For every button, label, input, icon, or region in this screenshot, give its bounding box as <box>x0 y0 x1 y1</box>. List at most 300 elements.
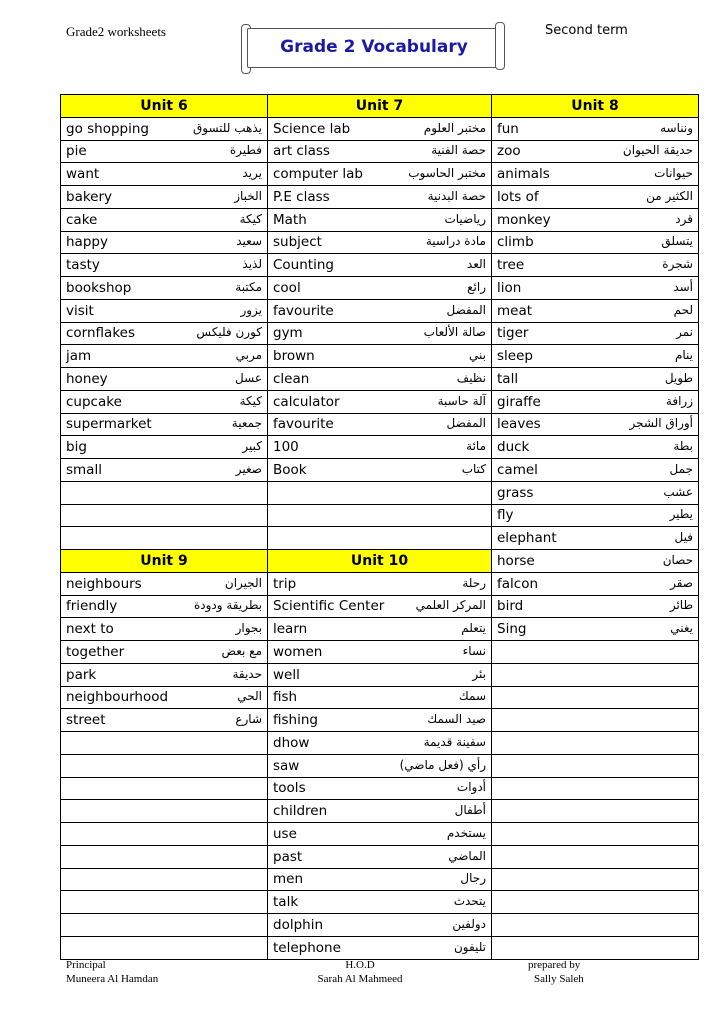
vocab-cell <box>492 663 699 686</box>
arabic-translation: نمر <box>676 325 693 340</box>
vocab-cell <box>492 117 699 140</box>
english-word: camel <box>497 461 538 478</box>
arabic-translation: سمك <box>458 689 486 704</box>
arabic-translation: بطة <box>673 439 693 454</box>
english-word: bakery <box>66 188 113 205</box>
table-row <box>61 800 699 823</box>
unit-header: Unit 8 <box>492 95 699 118</box>
vocab-cell <box>61 845 268 868</box>
arabic-translation: يستخدم <box>446 825 486 840</box>
vocab-cell <box>268 368 492 391</box>
english-word: Scientific Center <box>273 598 385 615</box>
english-word: tall <box>497 370 519 387</box>
table-row <box>61 390 699 413</box>
table-row <box>61 823 699 846</box>
arabic-translation: أوراق الشجر <box>629 416 693 431</box>
arabic-translation: أسد <box>673 279 693 294</box>
arabic-translation: الخباز <box>234 188 262 203</box>
vocab-cell <box>61 277 268 300</box>
english-word: small <box>66 461 102 478</box>
vocab-cell <box>492 368 699 391</box>
table-row <box>61 322 699 345</box>
arabic-translation: ينام <box>674 348 693 363</box>
english-word: Counting <box>273 257 334 274</box>
table-row <box>61 686 699 709</box>
table-row <box>61 208 699 231</box>
vocab-cell <box>268 254 492 277</box>
arabic-translation: فطيرة <box>229 143 262 158</box>
arabic-translation: يتسلق <box>661 234 693 249</box>
english-word: neighbours <box>66 575 142 592</box>
vocab-cell <box>492 550 699 573</box>
arabic-translation: حصان <box>662 552 693 567</box>
arabic-translation: المركز العلمي <box>415 598 486 613</box>
english-word: want <box>66 166 100 183</box>
english-word: monkey <box>497 211 551 228</box>
vocab-cell <box>61 459 268 482</box>
table-row <box>61 117 699 140</box>
table-header-row <box>61 550 699 573</box>
unit-header: Unit 9 <box>61 550 268 573</box>
vocab-cell <box>268 686 492 709</box>
arabic-translation: الجيران <box>224 575 262 590</box>
vocab-cell <box>268 322 492 345</box>
arabic-translation: يزور <box>240 302 262 317</box>
vocab-cell <box>492 322 699 345</box>
arabic-translation: حديقة <box>232 666 262 681</box>
table-row <box>61 413 699 436</box>
table-row <box>61 868 699 891</box>
english-word: dolphin <box>273 916 324 933</box>
english-word: jam <box>66 348 92 365</box>
arabic-translation: بجوار <box>235 621 262 636</box>
arabic-translation: يريد <box>242 166 262 181</box>
vocab-cell <box>492 140 699 163</box>
english-word: men <box>273 871 304 888</box>
vocab-cell <box>268 936 492 959</box>
english-word: tasty <box>66 257 100 274</box>
english-word: past <box>273 848 303 865</box>
english-word: fishing <box>273 712 318 729</box>
arabic-translation: طائر <box>669 598 693 613</box>
arabic-translation: مختبر الحاسوب <box>408 166 486 181</box>
arabic-translation: أدوات <box>456 780 486 795</box>
vocab-cell <box>492 277 699 300</box>
english-word: fun <box>497 120 519 137</box>
arabic-translation: جمعية <box>231 416 262 431</box>
arabic-translation: يذهب للتسوق <box>192 120 262 135</box>
english-word: pie <box>66 143 87 160</box>
arabic-translation: مكتبة <box>235 279 262 294</box>
arabic-translation: نساء <box>462 643 486 658</box>
vocab-cell <box>61 322 268 345</box>
arabic-translation: عسل <box>235 370 262 385</box>
table-row <box>61 709 699 732</box>
vocab-cell <box>492 936 699 959</box>
vocab-cell <box>492 299 699 322</box>
arabic-translation: بني <box>469 348 486 363</box>
vocab-cell <box>61 572 268 595</box>
english-word: honey <box>66 370 108 387</box>
english-word: cake <box>66 211 98 228</box>
vocab-cell <box>61 481 268 504</box>
vocab-cell <box>268 845 492 868</box>
vocab-cell <box>61 186 268 209</box>
table-row <box>61 163 699 186</box>
table-row <box>61 436 699 459</box>
vocab-cell <box>268 595 492 618</box>
english-word: favourite <box>273 416 334 433</box>
english-word: well <box>273 666 300 683</box>
arabic-translation: سعيد <box>236 234 262 249</box>
english-word: giraffe <box>497 393 541 410</box>
arabic-translation: الكثير من <box>646 188 693 203</box>
unit-header: Unit 10 <box>268 550 492 573</box>
table-row <box>61 936 699 959</box>
arabic-translation: لذيذ <box>242 257 262 272</box>
arabic-translation: مائة <box>466 439 486 454</box>
table-row <box>61 254 699 277</box>
vocab-cell <box>268 777 492 800</box>
arabic-translation: مربي <box>235 348 262 363</box>
vocab-cell <box>492 914 699 937</box>
arabic-translation: رأي (فعل ماضي) <box>399 757 486 772</box>
english-word: P.E class <box>273 188 330 205</box>
english-word: trip <box>273 575 297 592</box>
vocabulary-table-body <box>61 95 699 960</box>
arabic-translation: دولفين <box>452 916 486 931</box>
table-row <box>61 914 699 937</box>
table-row <box>61 504 699 527</box>
english-word: bookshop <box>66 279 132 296</box>
vocab-cell <box>492 208 699 231</box>
arabic-translation: طويل <box>664 370 693 385</box>
vocab-cell <box>492 345 699 368</box>
english-word: happy <box>66 234 108 251</box>
arabic-translation: بطريقة ودودة <box>193 598 262 613</box>
arabic-translation: آلة حاسبة <box>437 393 486 408</box>
arabic-translation: كورن فليكس <box>196 325 262 340</box>
english-word: cupcake <box>66 393 122 410</box>
vocab-cell <box>61 527 268 550</box>
arabic-translation: صقر <box>670 575 693 590</box>
english-word: next to <box>66 621 114 638</box>
table-row <box>61 595 699 618</box>
english-word: learn <box>273 621 308 638</box>
table-row <box>61 641 699 664</box>
vocab-cell <box>492 504 699 527</box>
vocab-cell <box>61 618 268 641</box>
vocab-cell <box>61 868 268 891</box>
vocab-cell <box>61 663 268 686</box>
english-word: subject <box>273 234 322 251</box>
arabic-translation: يغني <box>670 621 693 636</box>
vocab-cell <box>268 345 492 368</box>
arabic-translation: حديقة الحيوان <box>622 143 693 158</box>
english-word: telephone <box>273 939 341 956</box>
english-word: lots of <box>497 188 539 205</box>
vocab-cell <box>492 800 699 823</box>
english-word: zoo <box>497 143 521 160</box>
arabic-translation: مختبر العلوم <box>423 120 486 135</box>
english-word: tiger <box>497 325 529 342</box>
vocab-cell <box>492 868 699 891</box>
vocab-cell <box>268 277 492 300</box>
english-word: fish <box>273 689 298 706</box>
vocab-cell <box>492 254 699 277</box>
vocab-cell <box>268 413 492 436</box>
vocab-cell <box>492 732 699 755</box>
unit-header: Unit 7 <box>268 95 492 118</box>
english-word: animals <box>497 166 550 183</box>
arabic-translation: مع بعض <box>221 643 262 658</box>
vocab-cell <box>492 481 699 504</box>
vocab-cell <box>492 436 699 459</box>
vocab-cell <box>492 527 699 550</box>
vocab-cell <box>61 254 268 277</box>
vocab-cell <box>268 208 492 231</box>
english-word: big <box>66 439 87 456</box>
table-row <box>61 459 699 482</box>
prepared-name: Sally Saleh <box>534 973 584 985</box>
arabic-translation: حيوانات <box>654 166 693 181</box>
vocab-cell <box>268 868 492 891</box>
vocab-cell <box>268 299 492 322</box>
vocab-cell <box>492 186 699 209</box>
arabic-translation: فيل <box>674 530 693 545</box>
vocabulary-table <box>60 94 699 960</box>
english-word: cool <box>273 279 301 296</box>
table-row <box>61 481 699 504</box>
vocab-cell <box>492 709 699 732</box>
english-word: clean <box>273 370 310 387</box>
vocab-cell <box>61 936 268 959</box>
english-word: fly <box>497 507 514 524</box>
vocab-cell <box>268 117 492 140</box>
prepared-label: prepared by <box>528 959 581 971</box>
hod-name: Sarah Al Mahmeed <box>317 973 403 985</box>
vocab-cell <box>268 572 492 595</box>
english-word: elephant <box>497 530 557 547</box>
arabic-translation: مادة دراسية <box>425 234 486 249</box>
english-word: street <box>66 712 106 729</box>
vocab-cell <box>492 823 699 846</box>
arabic-translation: كبير <box>242 439 262 454</box>
english-word: climb <box>497 234 534 251</box>
arabic-translation: المفضل <box>446 302 486 317</box>
arabic-translation: كيكة <box>239 211 262 226</box>
vocab-cell <box>61 163 268 186</box>
vocab-cell <box>268 663 492 686</box>
english-word: Sing <box>497 621 527 638</box>
table-row <box>61 345 699 368</box>
english-word: grass <box>497 484 534 501</box>
english-word: tree <box>497 257 525 274</box>
english-word: 100 <box>273 439 299 456</box>
arabic-translation: صغير <box>235 461 262 476</box>
arabic-translation: الحي <box>237 689 262 704</box>
arabic-translation: تليفون <box>453 939 486 954</box>
vocab-cell <box>61 754 268 777</box>
page-title: Grade 2 Vocabulary <box>280 37 468 57</box>
vocab-cell <box>268 231 492 254</box>
vocab-cell <box>61 413 268 436</box>
vocab-cell <box>61 641 268 664</box>
arabic-translation: عشب <box>663 484 693 499</box>
vocab-cell <box>268 390 492 413</box>
vocab-cell <box>61 140 268 163</box>
arabic-translation: بئر <box>472 666 486 681</box>
english-word: saw <box>273 757 300 774</box>
table-row <box>61 140 699 163</box>
vocab-cell <box>268 641 492 664</box>
arabic-translation: سفينة قديمة <box>423 734 486 749</box>
vocab-cell <box>61 368 268 391</box>
vocab-cell <box>268 527 492 550</box>
table-row <box>61 368 699 391</box>
arabic-translation: يتحدث <box>453 894 486 909</box>
table-row <box>61 732 699 755</box>
table-row <box>61 527 699 550</box>
english-word: visit <box>66 302 94 319</box>
vocab-cell <box>268 163 492 186</box>
arabic-translation: رجال <box>460 871 486 886</box>
english-word: art class <box>273 143 330 160</box>
arabic-translation: يتعلم <box>461 621 486 636</box>
vocab-cell <box>492 777 699 800</box>
vocab-cell <box>61 914 268 937</box>
vocab-cell <box>492 459 699 482</box>
vocab-cell <box>268 436 492 459</box>
vocab-cell <box>492 618 699 641</box>
vocab-cell <box>61 231 268 254</box>
english-word: cornflakes <box>66 325 136 342</box>
vocab-cell <box>268 140 492 163</box>
english-word: park <box>66 666 97 683</box>
vocab-cell <box>61 117 268 140</box>
arabic-translation: يطير <box>669 507 693 522</box>
arabic-translation: أطفال <box>454 803 486 818</box>
vocab-cell <box>61 208 268 231</box>
english-word: computer lab <box>273 166 363 183</box>
arabic-translation: حصة البدنية <box>427 188 486 203</box>
english-word: bird <box>497 598 524 615</box>
table-row <box>61 845 699 868</box>
principal-label: Principal <box>66 959 106 971</box>
vocab-cell <box>492 231 699 254</box>
english-word: women <box>273 643 323 660</box>
vocab-cell <box>492 390 699 413</box>
english-word: together <box>66 643 125 660</box>
table-row <box>61 754 699 777</box>
english-word: leaves <box>497 416 541 433</box>
english-word: talk <box>273 894 299 911</box>
english-word: Science lab <box>273 120 351 137</box>
vocab-cell <box>268 823 492 846</box>
vocab-cell <box>268 732 492 755</box>
vocab-cell <box>61 686 268 709</box>
vocab-cell <box>268 504 492 527</box>
english-word: dhow <box>273 734 310 751</box>
english-word: use <box>273 825 297 842</box>
vocab-cell <box>268 914 492 937</box>
table-row <box>61 618 699 641</box>
english-word: duck <box>497 439 530 456</box>
table-row <box>61 572 699 595</box>
arabic-translation: شجرة <box>662 257 693 272</box>
arabic-translation: رحلة <box>462 575 486 590</box>
vocab-cell <box>268 481 492 504</box>
principal-signature <box>66 958 158 986</box>
english-word: favourite <box>273 302 334 319</box>
arabic-translation: جمل <box>669 461 693 476</box>
arabic-translation: رائع <box>467 279 486 294</box>
vocab-cell <box>61 709 268 732</box>
vocab-cell <box>268 186 492 209</box>
english-word: brown <box>273 348 315 365</box>
table-row <box>61 777 699 800</box>
hod-signature <box>310 958 410 986</box>
english-word: go shopping <box>66 120 149 137</box>
arabic-translation: الماضي <box>448 848 486 863</box>
english-word: horse <box>497 552 535 569</box>
table-row <box>61 299 699 322</box>
vocab-cell <box>492 845 699 868</box>
arabic-translation: زرافة <box>665 393 693 408</box>
arabic-translation: صالة الألعاب <box>423 325 486 340</box>
arabic-translation: رياضيات <box>444 211 486 226</box>
english-word: gym <box>273 325 303 342</box>
english-word: calculator <box>273 393 340 410</box>
vocab-cell <box>61 595 268 618</box>
vocab-cell <box>492 754 699 777</box>
vocab-cell <box>268 618 492 641</box>
english-word: lion <box>497 279 522 296</box>
arabic-translation: المفضل <box>446 416 486 431</box>
english-word: tools <box>273 780 306 797</box>
vocab-cell <box>492 686 699 709</box>
vocab-cell <box>268 891 492 914</box>
vocab-cell <box>268 754 492 777</box>
vocab-cell <box>492 595 699 618</box>
vocab-cell <box>61 436 268 459</box>
english-word: Math <box>273 211 307 228</box>
prepared-by-signature <box>528 958 584 986</box>
vocab-cell <box>61 823 268 846</box>
arabic-translation: قرد <box>675 211 693 226</box>
principal-name: Muneera Al Hamdan <box>66 973 159 985</box>
vocab-cell <box>61 800 268 823</box>
vocab-cell <box>61 299 268 322</box>
english-word: supermarket <box>66 416 152 433</box>
title-banner <box>241 22 505 70</box>
vocab-cell <box>61 390 268 413</box>
unit-header: Unit 6 <box>61 95 268 118</box>
table-row <box>61 891 699 914</box>
vocab-cell <box>268 800 492 823</box>
vocab-cell <box>492 572 699 595</box>
worksheet-series-label: Grade2 worksheets <box>66 24 166 39</box>
arabic-translation: صيد السمك <box>427 712 486 727</box>
vocab-cell <box>492 641 699 664</box>
hod-label: H.O.D <box>345 959 375 971</box>
english-word: children <box>273 803 328 820</box>
english-word: meat <box>497 302 533 319</box>
table-row <box>61 277 699 300</box>
vocab-cell <box>492 163 699 186</box>
vocab-cell <box>268 459 492 482</box>
vocab-cell <box>492 413 699 436</box>
